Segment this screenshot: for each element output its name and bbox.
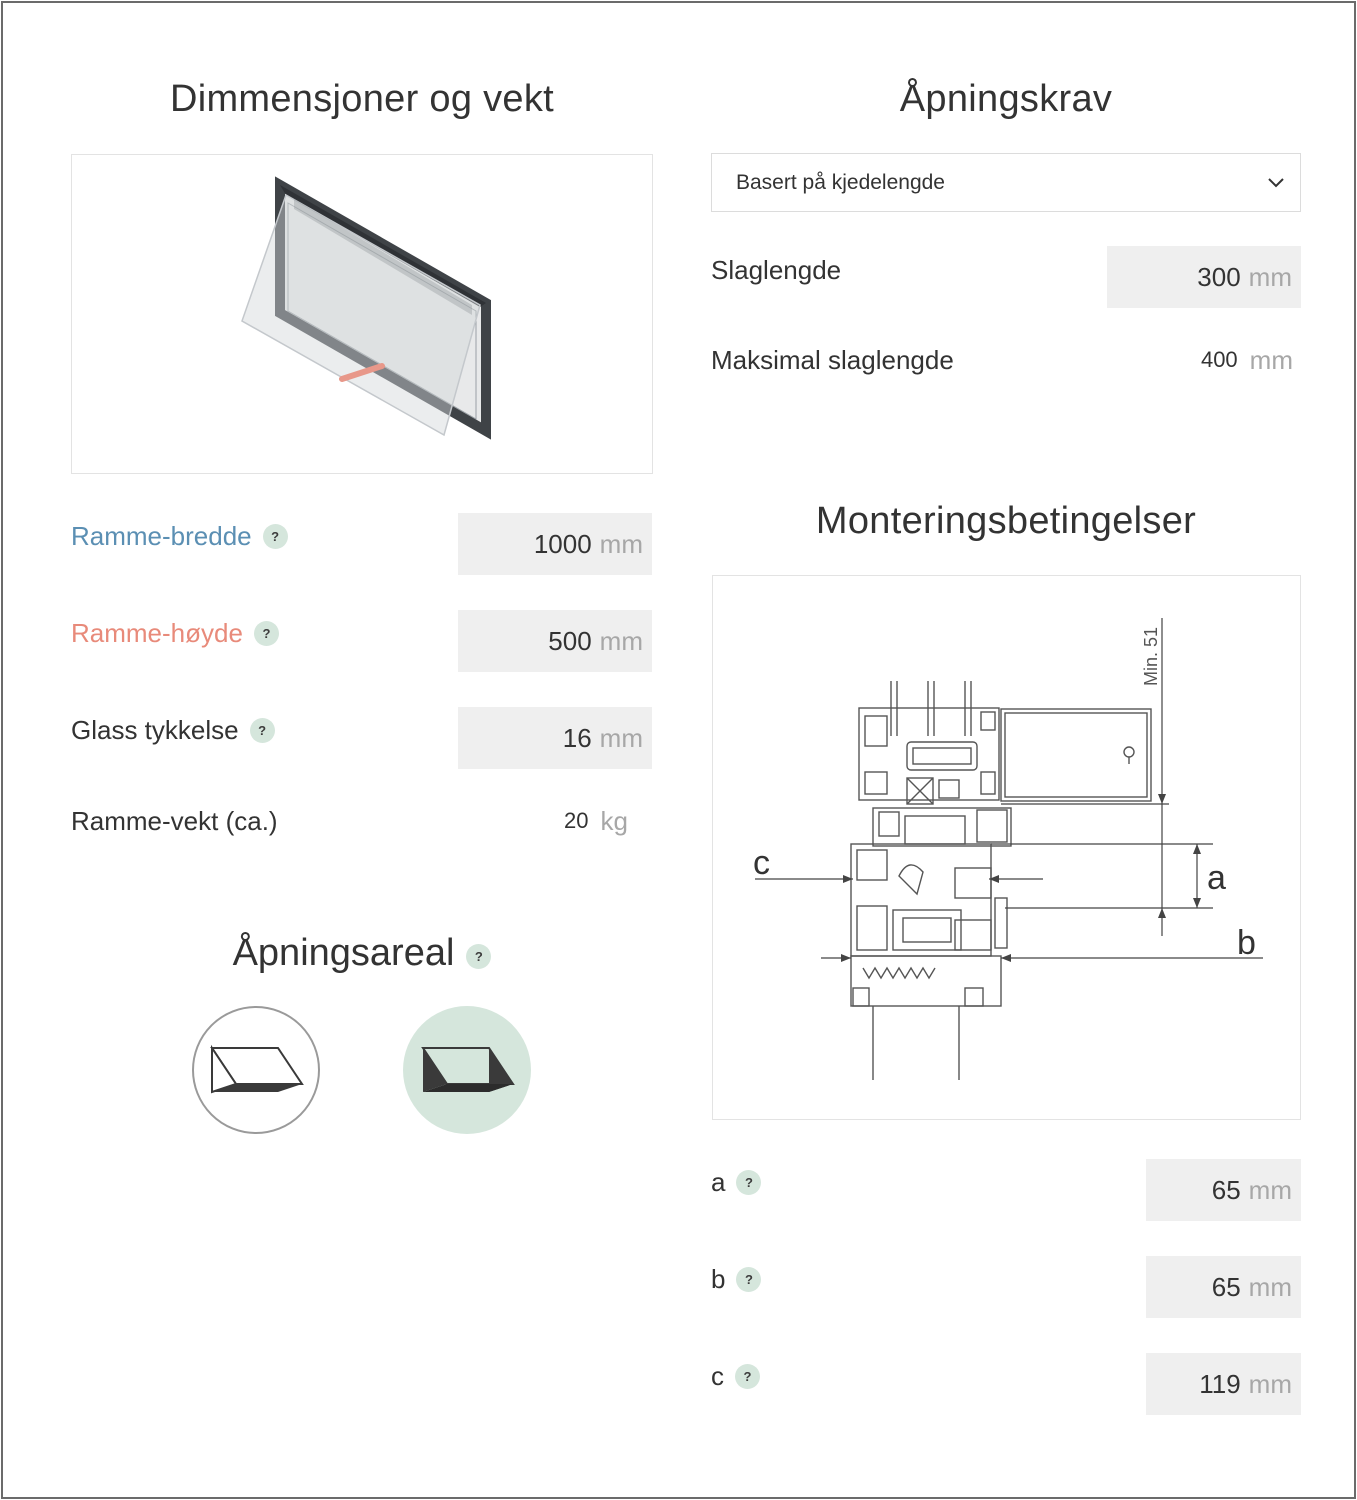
b-input[interactable] <box>1146 1256 1301 1318</box>
max-stroke-length-label: Maksimal slaglengde <box>711 344 954 375</box>
b-value: 65 <box>1211 1271 1241 1302</box>
a-value: 65 <box>1211 1174 1241 1205</box>
opening-requirements-title: Åpningskrav <box>899 78 1113 120</box>
frame-weight-readout <box>458 803 628 839</box>
dimension-b-label: b <box>1237 924 1256 962</box>
b-unit: mm <box>1248 1271 1292 1302</box>
opening-option-filled[interactable] <box>403 1006 531 1134</box>
opening-area-help-icon[interactable]: ? <box>466 944 491 969</box>
frame-width-input[interactable] <box>458 513 652 575</box>
frame-weight-value: 20 <box>564 808 589 833</box>
window-opening-filled-icon <box>417 1040 517 1100</box>
opening-mode-select[interactable] <box>711 153 1301 212</box>
a-input[interactable] <box>1146 1159 1301 1221</box>
mounting-diagram-panel <box>712 575 1301 1120</box>
frame-height-unit: mm <box>599 625 643 656</box>
dimension-a-label: a <box>1207 859 1226 897</box>
dimensions-title: Dimmensjoner og vekt <box>169 78 555 120</box>
glass-thickness-value: 16 <box>562 722 592 753</box>
opening-area-title: Åpningsareal <box>232 931 455 974</box>
glass-thickness-label-row <box>71 712 275 748</box>
stroke-length-unit: mm <box>1248 261 1292 292</box>
c-value: 119 <box>1199 1368 1241 1399</box>
chevron-down-icon <box>1266 172 1286 192</box>
opening-option-outline[interactable] <box>192 1006 320 1134</box>
a-label: a <box>711 1166 726 1197</box>
b-label-row <box>711 1261 761 1297</box>
glass-thickness-input[interactable] <box>458 707 652 769</box>
glass-thickness-unit: mm <box>599 722 643 753</box>
frame-weight-unit: kg <box>600 805 628 836</box>
b-label: b <box>711 1263 726 1294</box>
frame-width-unit: mm <box>599 528 643 559</box>
max-stroke-length-readout <box>1107 342 1293 378</box>
min-dimension-label: Min. 51 <box>1141 626 1161 686</box>
c-label-row <box>711 1358 760 1394</box>
opening-area-header <box>71 928 653 978</box>
frame-width-label-row <box>71 518 288 554</box>
dimension-c-label: c <box>753 844 770 882</box>
profile-cross-section-diagram <box>713 576 1300 1119</box>
stroke-length-input[interactable] <box>1107 246 1301 308</box>
max-stroke-length-value: 400 <box>1200 347 1238 372</box>
frame-weight-label: Ramme-vekt (ca.) <box>71 805 278 836</box>
frame-height-label-row <box>71 615 279 651</box>
c-label: c <box>711 1360 724 1391</box>
glass-thickness-help-icon[interactable]: ? <box>250 718 275 743</box>
frame-height-value: 500 <box>548 625 592 656</box>
stroke-length-value: 300 <box>1197 261 1241 292</box>
opening-mode-value: Basert på kjedelengde <box>736 170 945 194</box>
stroke-length-label: Slaglengde <box>711 254 842 285</box>
window-opening-outline-icon <box>206 1040 306 1100</box>
b-help-icon[interactable]: ? <box>736 1267 761 1292</box>
frame-height-label: Ramme-høyde <box>71 617 243 648</box>
glass-thickness-label: Glass tykkelse <box>71 714 239 745</box>
window-preview-panel <box>71 154 653 474</box>
mounting-title: Monteringsbetingelser <box>815 500 1197 542</box>
frame-width-help-icon[interactable]: ? <box>263 524 288 549</box>
c-input[interactable] <box>1146 1353 1301 1415</box>
frame-width-value: 1000 <box>533 528 592 559</box>
a-unit: mm <box>1248 1174 1292 1205</box>
window-preview-illustration <box>72 155 652 473</box>
max-stroke-length-unit: mm <box>1249 344 1293 375</box>
a-help-icon[interactable]: ? <box>736 1170 761 1195</box>
frame-width-label: Ramme-bredde <box>71 520 252 551</box>
a-label-row <box>711 1164 761 1200</box>
frame-height-help-icon[interactable]: ? <box>254 621 279 646</box>
c-help-icon[interactable]: ? <box>735 1364 760 1389</box>
frame-height-input[interactable] <box>458 610 652 672</box>
c-unit: mm <box>1248 1368 1292 1399</box>
